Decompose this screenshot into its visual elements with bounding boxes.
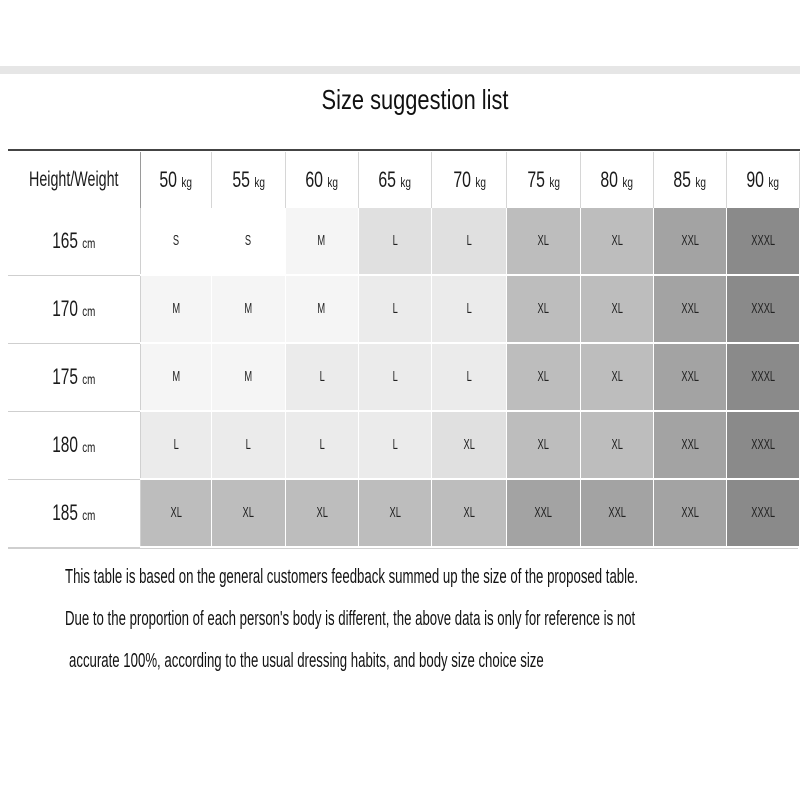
table-row [8, 208, 800, 275]
size-cell [726, 479, 799, 547]
size-cell [140, 208, 212, 275]
size-cell [285, 275, 358, 343]
height-label [52, 228, 95, 254]
weight-header [285, 152, 358, 208]
size-value: L [392, 232, 398, 249]
size-value: XXL [681, 232, 699, 249]
table-row [8, 411, 800, 479]
height-unit: cm [82, 303, 96, 319]
size-cell [507, 479, 580, 547]
size-cell [726, 343, 799, 411]
size-cell [212, 343, 285, 411]
size-value: XL [463, 436, 475, 453]
size-cell [212, 479, 285, 547]
size-value: XL [537, 300, 550, 317]
size-value: XXL [534, 504, 553, 521]
height-header [8, 343, 140, 411]
size-cell [140, 275, 212, 343]
table-row [8, 479, 800, 547]
weight-header [432, 152, 507, 208]
height-header [8, 208, 140, 275]
weight-unit: kg [695, 174, 707, 190]
weight-header [507, 152, 580, 208]
table-row [8, 343, 800, 411]
size-cell [140, 343, 212, 411]
size-value: L [466, 232, 472, 249]
size-value: XXXL [750, 368, 775, 385]
size-cell [507, 411, 580, 479]
size-value: XXXL [750, 300, 775, 317]
weight-header [140, 152, 212, 208]
size-value: XL [242, 504, 255, 521]
size-cell [580, 343, 653, 411]
height-value: 180 [52, 432, 78, 457]
size-cell [212, 275, 285, 343]
size-cell [580, 479, 653, 547]
height-value: 170 [52, 296, 78, 321]
note-line: This table is based on the general customers feedback summed up the size of the proposed table. [65, 566, 639, 588]
size-value: XXL [681, 300, 699, 317]
size-cell [285, 343, 358, 411]
weight-value: 85 [673, 167, 692, 192]
size-cell [140, 479, 212, 547]
corner-header [8, 152, 140, 208]
size-value: M [244, 368, 253, 385]
size-cell [654, 275, 726, 343]
size-value: XXL [681, 504, 699, 521]
height-label [52, 296, 95, 322]
note-line: Due to the proportion of each person's body is different, the above data is only for reference is not [65, 608, 636, 630]
size-value: XL [537, 232, 550, 249]
height-unit: cm [82, 507, 96, 523]
size-cell [358, 208, 431, 275]
size-value: XL [389, 504, 401, 521]
size-cell [507, 343, 580, 411]
size-cell [432, 411, 507, 479]
size-value: M [171, 300, 180, 317]
weight-unit: kg [768, 174, 780, 190]
size-cell [580, 208, 653, 275]
size-cell [654, 411, 726, 479]
size-value: XL [611, 436, 623, 453]
size-value: L [392, 300, 398, 317]
height-header [8, 411, 140, 479]
height-unit: cm [82, 439, 96, 455]
size-value: L [173, 436, 179, 453]
size-value: XL [611, 368, 623, 385]
size-value: XL [537, 368, 550, 385]
weight-value: 80 [600, 167, 619, 192]
height-header [8, 479, 140, 547]
height-value: 185 [52, 500, 78, 525]
size-cell [432, 479, 507, 547]
weight-value: 65 [378, 167, 397, 192]
size-value: M [171, 368, 180, 385]
size-value: L [466, 368, 472, 385]
weight-unit: kg [474, 174, 486, 190]
weight-unit: kg [254, 174, 265, 190]
size-value: L [392, 436, 398, 453]
size-value: XXXL [750, 232, 775, 249]
size-value: L [319, 436, 325, 453]
table-row [8, 275, 800, 343]
size-cell [654, 343, 726, 411]
size-value: L [392, 368, 398, 385]
size-value: XL [537, 436, 550, 453]
size-cell [358, 275, 431, 343]
height-label [52, 432, 95, 458]
weight-unit: kg [327, 174, 339, 190]
size-cell [285, 208, 358, 275]
size-cell [432, 275, 507, 343]
size-value: XXL [681, 436, 699, 453]
weight-value: 90 [746, 167, 765, 192]
weight-header [212, 152, 285, 208]
weight-unit: kg [400, 174, 412, 190]
header-row [8, 152, 800, 208]
weight-header [726, 152, 799, 208]
title-divider [8, 149, 800, 151]
size-cell [358, 343, 431, 411]
size-value: S [245, 232, 252, 249]
size-value: XXL [608, 504, 626, 521]
size-cell [212, 411, 285, 479]
size-value: XL [315, 504, 328, 521]
size-cell [726, 275, 799, 343]
note-line: accurate 100%, according to the usual dressing habits, and body size choice size [69, 650, 544, 672]
size-table [8, 152, 800, 548]
size-cell [507, 275, 580, 343]
size-value: XL [170, 504, 182, 521]
corner-label: Height/Weight [29, 168, 119, 191]
size-cell [140, 411, 212, 479]
size-value: M [317, 300, 326, 317]
size-cell [726, 208, 799, 275]
size-cell [358, 479, 431, 547]
height-label [52, 500, 95, 526]
height-header [8, 275, 140, 343]
weight-unit: kg [549, 174, 560, 190]
weight-value: 55 [231, 167, 250, 192]
page-title: Size suggestion list [321, 84, 509, 115]
top-band [0, 66, 800, 74]
size-value: XL [611, 232, 623, 249]
size-value: L [466, 300, 472, 317]
size-cell [580, 411, 653, 479]
size-value: M [317, 232, 326, 249]
height-unit: cm [82, 235, 96, 252]
size-cell [580, 275, 653, 343]
size-cell [285, 411, 358, 479]
size-cell [726, 411, 799, 479]
size-value: M [244, 300, 253, 317]
size-cell [507, 208, 580, 275]
weight-value: 75 [527, 167, 545, 192]
weight-unit: kg [622, 174, 634, 190]
size-cell [654, 208, 726, 275]
size-cell [285, 479, 358, 547]
size-cell [212, 208, 285, 275]
height-label [52, 364, 95, 390]
size-cell [432, 208, 507, 275]
size-value: XL [611, 300, 623, 317]
size-cell [358, 411, 431, 479]
size-value: XL [463, 504, 475, 521]
weight-header [654, 152, 726, 208]
size-cell [654, 479, 726, 547]
size-value: L [245, 436, 251, 453]
weight-value: 70 [452, 167, 471, 192]
size-value: XXXL [750, 436, 775, 453]
height-unit: cm [82, 371, 96, 387]
weight-value: 50 [159, 167, 178, 192]
weight-header [358, 152, 431, 208]
weight-value: 60 [305, 167, 323, 192]
size-cell [432, 343, 507, 411]
size-value: XXL [681, 368, 699, 385]
height-value: 165 [52, 228, 78, 254]
height-value: 175 [52, 364, 78, 389]
table-bottom-divider [8, 548, 798, 549]
size-value: L [319, 368, 325, 385]
size-value: S [172, 232, 179, 249]
size-value: XXXL [750, 504, 775, 521]
weight-header [580, 152, 653, 208]
weight-unit: kg [181, 174, 193, 190]
